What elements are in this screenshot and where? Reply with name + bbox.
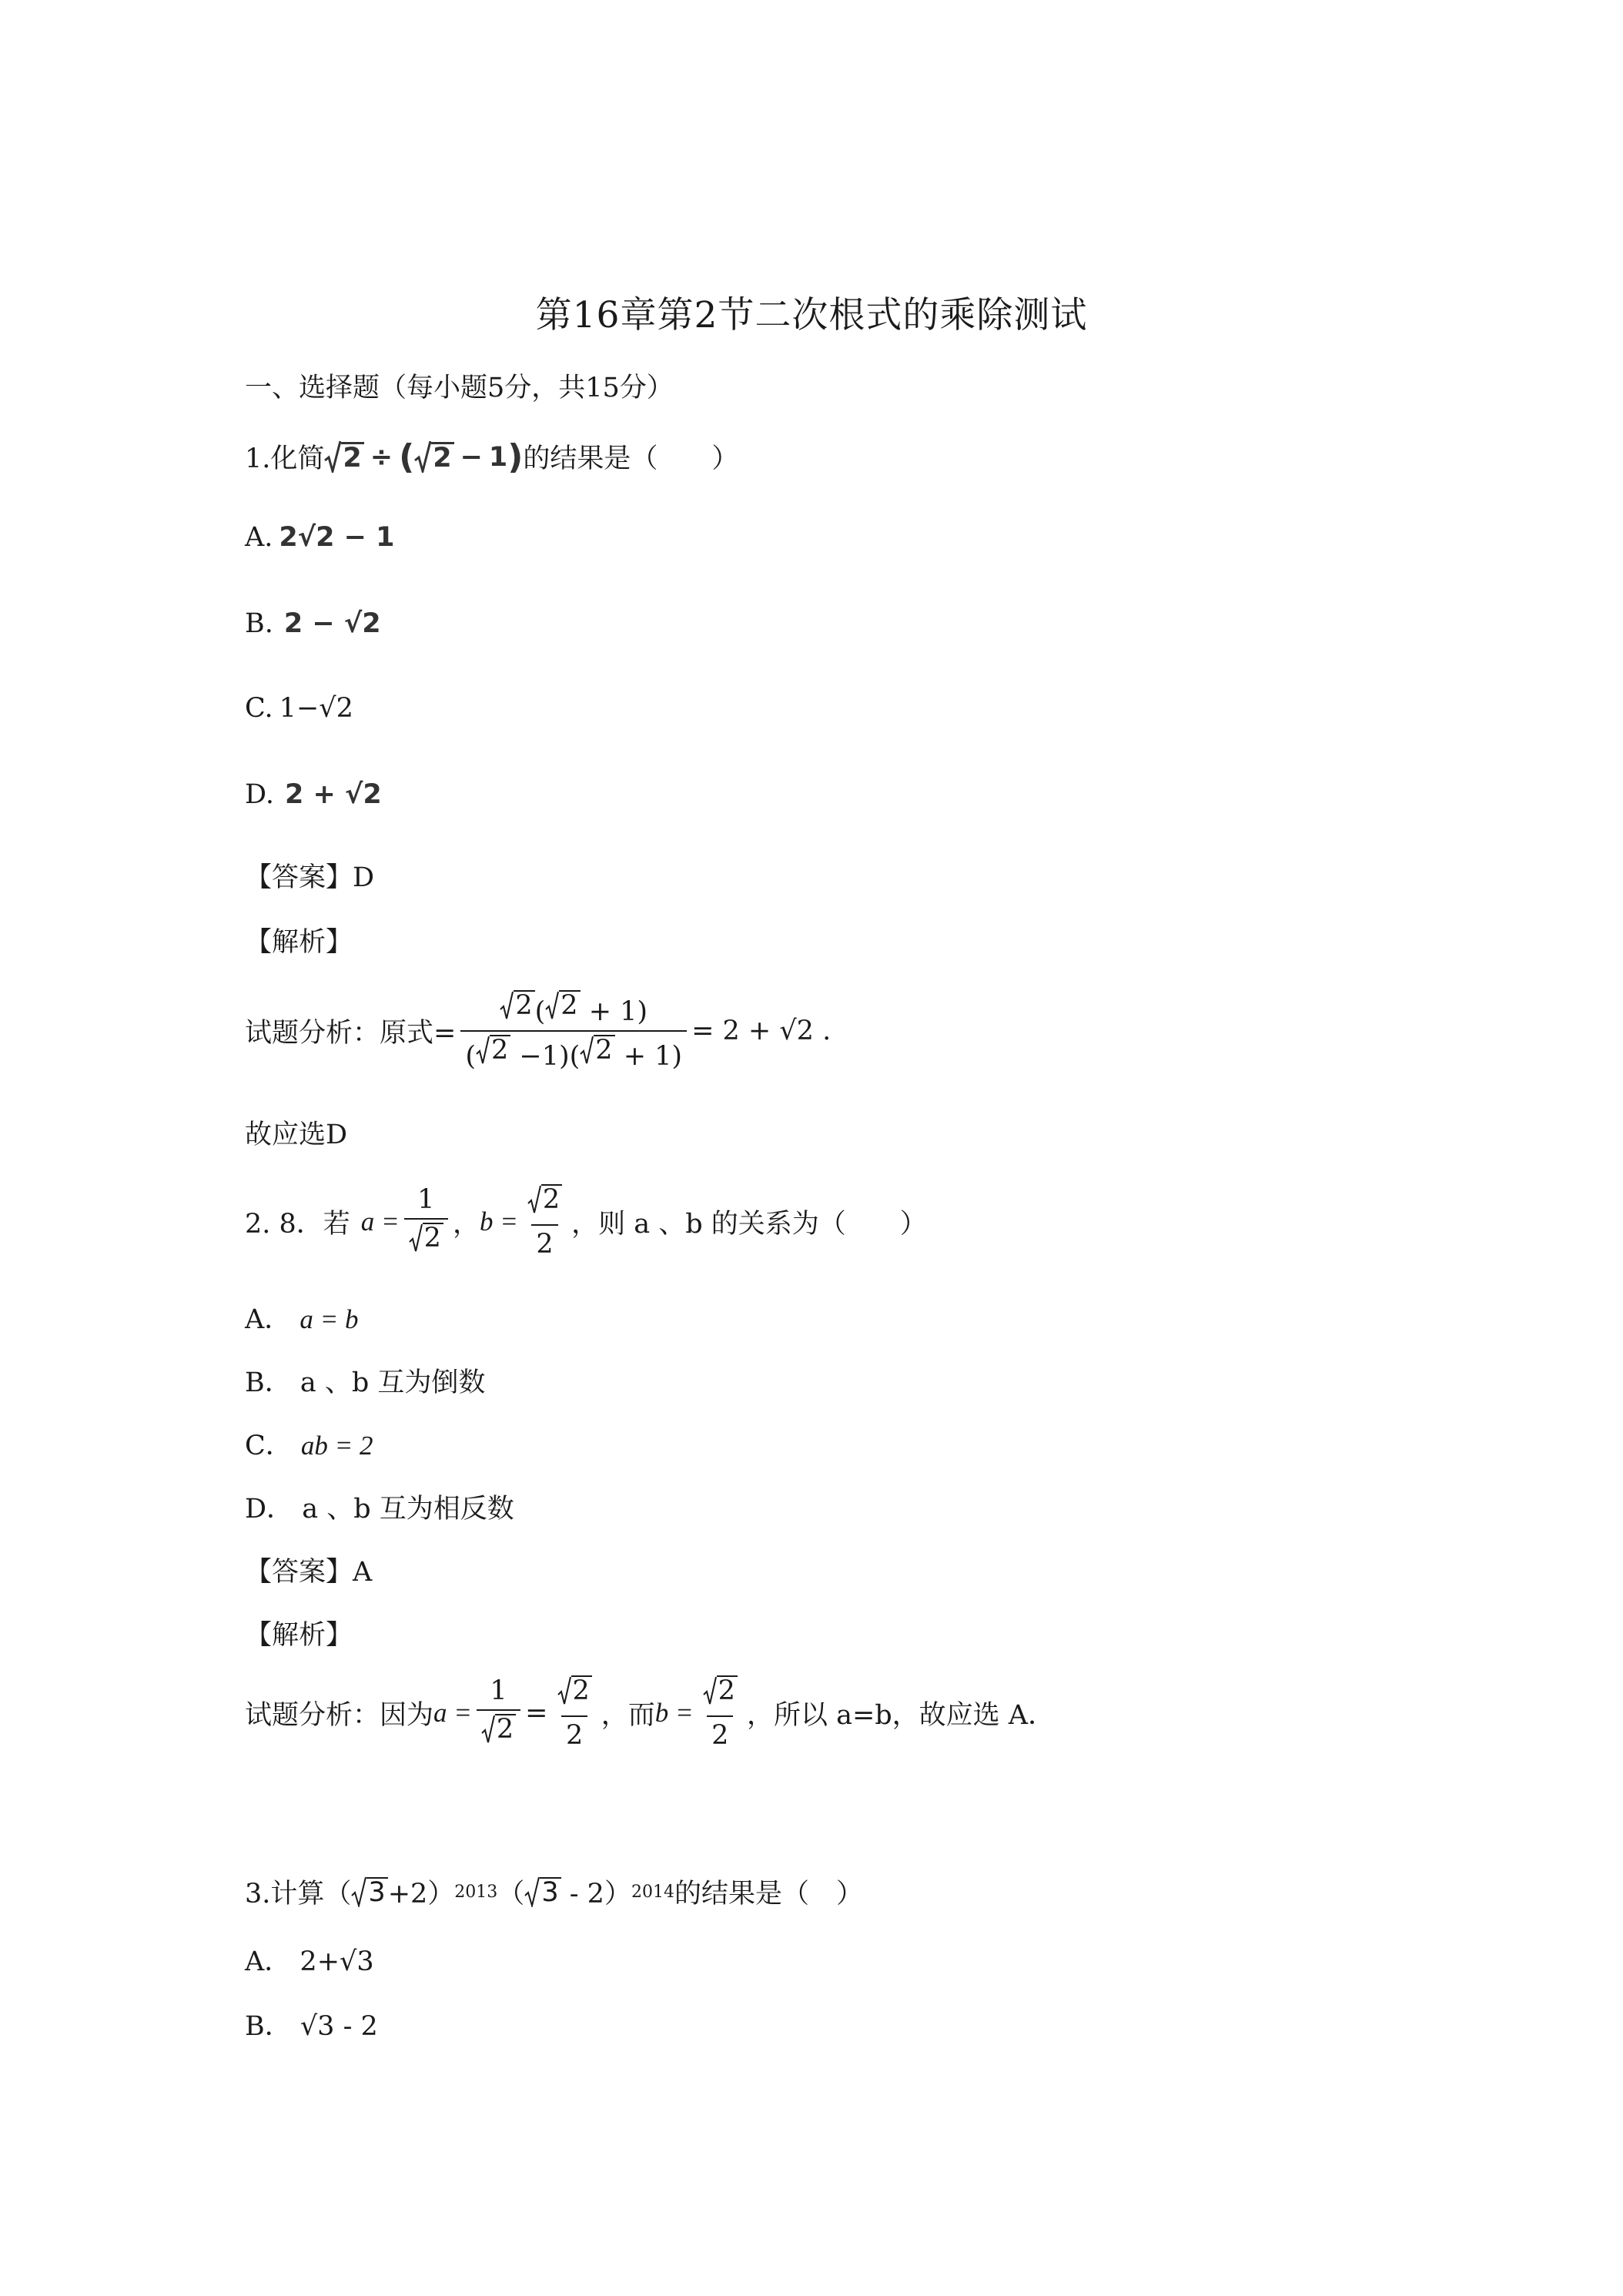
- square-root-icon: 2: [481, 1714, 516, 1744]
- square-root-icon: 2: [324, 440, 363, 473]
- q1-analysis-label: 【解析】: [245, 927, 353, 958]
- option-label: B.: [245, 608, 273, 639]
- option-expression: 2 + √2: [284, 779, 382, 810]
- analysis-prefix: 试题分析：因为: [245, 1700, 434, 1732]
- q3-exponent-1: 2013: [454, 1882, 498, 1902]
- q1-option-d: [245, 779, 382, 810]
- q2-option-d: [245, 1488, 514, 1526]
- q3-option-a: [245, 1940, 374, 1979]
- q3-suffix: 的结果是（ ）: [674, 1879, 863, 1909]
- q2-option-a: [245, 1298, 359, 1337]
- q1-suffix: 的结果是（ ）: [523, 443, 739, 474]
- q2-option-b: [245, 1361, 485, 1400]
- square-root-icon: 3: [351, 1876, 387, 1907]
- q1-analysis: [245, 990, 831, 1072]
- option-expression: 1−√2: [279, 693, 353, 724]
- q1-option-a: [245, 522, 395, 553]
- page-title: 第16章第2节二次根式的乘除测试: [535, 294, 1088, 336]
- q3-prefix: 3.计算（: [245, 1879, 352, 1909]
- option-label: D．: [245, 1494, 294, 1525]
- q2-comma: ，: [452, 1209, 480, 1240]
- question-3: 3.计算（ 3 +2） 2013 （ 3 - 2） 2014 的结果是（ ）: [245, 1873, 863, 1911]
- q2-a-fraction: $\frac{1}{2}$: [404, 1184, 448, 1260]
- q1-prefix: 1.化简: [245, 443, 325, 474]
- option-label: C．: [245, 1431, 293, 1461]
- analysis-mid: ，而: [601, 1700, 655, 1732]
- option-text: a = b: [300, 1304, 359, 1334]
- analysis-suffix: ，所以 a=b，故应选 A．: [746, 1700, 1056, 1732]
- option-label: C.: [245, 693, 273, 724]
- question-2: [245, 1184, 927, 1260]
- fraction-denominator: ( 2 −1)( 2 + 1): [460, 1030, 687, 1072]
- square-root-icon: 2: [545, 990, 580, 1020]
- q2-option-c: [245, 1424, 373, 1463]
- analysis-fraction: $\frac{2}{2}$: [698, 1675, 742, 1751]
- analysis-fraction: $\frac{2}{2}$: [553, 1675, 597, 1751]
- square-root-icon: 2: [476, 1035, 510, 1065]
- option-expression: 2√2 − 1: [279, 522, 395, 553]
- option-label: A．: [245, 1304, 292, 1335]
- q2-answer: 【答案】A: [245, 1557, 373, 1588]
- option-expression: 2 − √2: [283, 608, 381, 639]
- analysis-prefix: 试题分析：原式=: [245, 1018, 457, 1049]
- option-label: A．: [245, 1946, 292, 1977]
- square-root-icon: 2: [409, 1223, 443, 1253]
- option-text: ab = 2: [300, 1431, 373, 1461]
- q1-conclusion: 故应选D: [245, 1120, 348, 1150]
- q1-answer: 【答案】D: [245, 862, 375, 893]
- question-1: [245, 437, 738, 476]
- square-root-icon: 3: [524, 1876, 561, 1907]
- section-heading: 一、选择题（每小题5分，共15分）: [245, 373, 674, 403]
- q1-option-b: [245, 608, 381, 639]
- analysis-result: = 2 + √2 .: [691, 1016, 832, 1046]
- analysis-b-equals: b =: [654, 1698, 694, 1729]
- q2-suffix: ，则 a 、b 的关系为（ ）: [571, 1209, 927, 1240]
- analysis-fraction: $\frac{1}{2}$: [477, 1675, 520, 1751]
- q2-analysis: 试题分析：因为 a = $\frac{1}{2}$ = $\frac{2}{2}$ ，而 b = $\frac{2}{2}$ ，所以 a=b，故应选 A．: [245, 1675, 1056, 1751]
- q2-a-equals: a =: [360, 1207, 400, 1237]
- option-text: 2+√3: [300, 1946, 374, 1977]
- square-root-icon: 2: [703, 1675, 738, 1705]
- q3-exponent-2: 2014: [631, 1882, 674, 1902]
- q1-option-c: [245, 693, 353, 724]
- q3-option-b: [245, 2005, 378, 2043]
- analysis-fraction: [460, 990, 687, 1072]
- option-text: a 、b 互为倒数: [300, 1367, 486, 1398]
- option-text: √3 - 2: [300, 2011, 378, 2042]
- q2-prefix: 2. 8．若: [245, 1209, 350, 1240]
- square-root-icon: 2: [527, 1184, 562, 1214]
- analysis-a-equals: a =: [433, 1698, 472, 1729]
- option-label: A.: [245, 522, 273, 553]
- square-root-icon: 2: [580, 1035, 614, 1065]
- q2-b-fraction: $\frac{2}{2}$: [523, 1184, 567, 1260]
- option-label: D.: [245, 779, 274, 810]
- q1-expression: 2 ÷ ( 2 − 1 ): [324, 440, 523, 473]
- q2-analysis-label: 【解析】: [245, 1620, 353, 1651]
- option-label: B．: [245, 1367, 292, 1398]
- q2-b-equals: b =: [479, 1207, 518, 1237]
- square-root-icon: 2: [557, 1675, 592, 1705]
- option-label: B．: [245, 2011, 292, 2042]
- fraction-numerator: 2 ( 2 + 1): [495, 990, 652, 1030]
- square-root-icon: 2: [414, 440, 453, 473]
- option-text: a 、b 互为相反数: [302, 1494, 514, 1525]
- square-root-icon: 2: [500, 990, 534, 1020]
